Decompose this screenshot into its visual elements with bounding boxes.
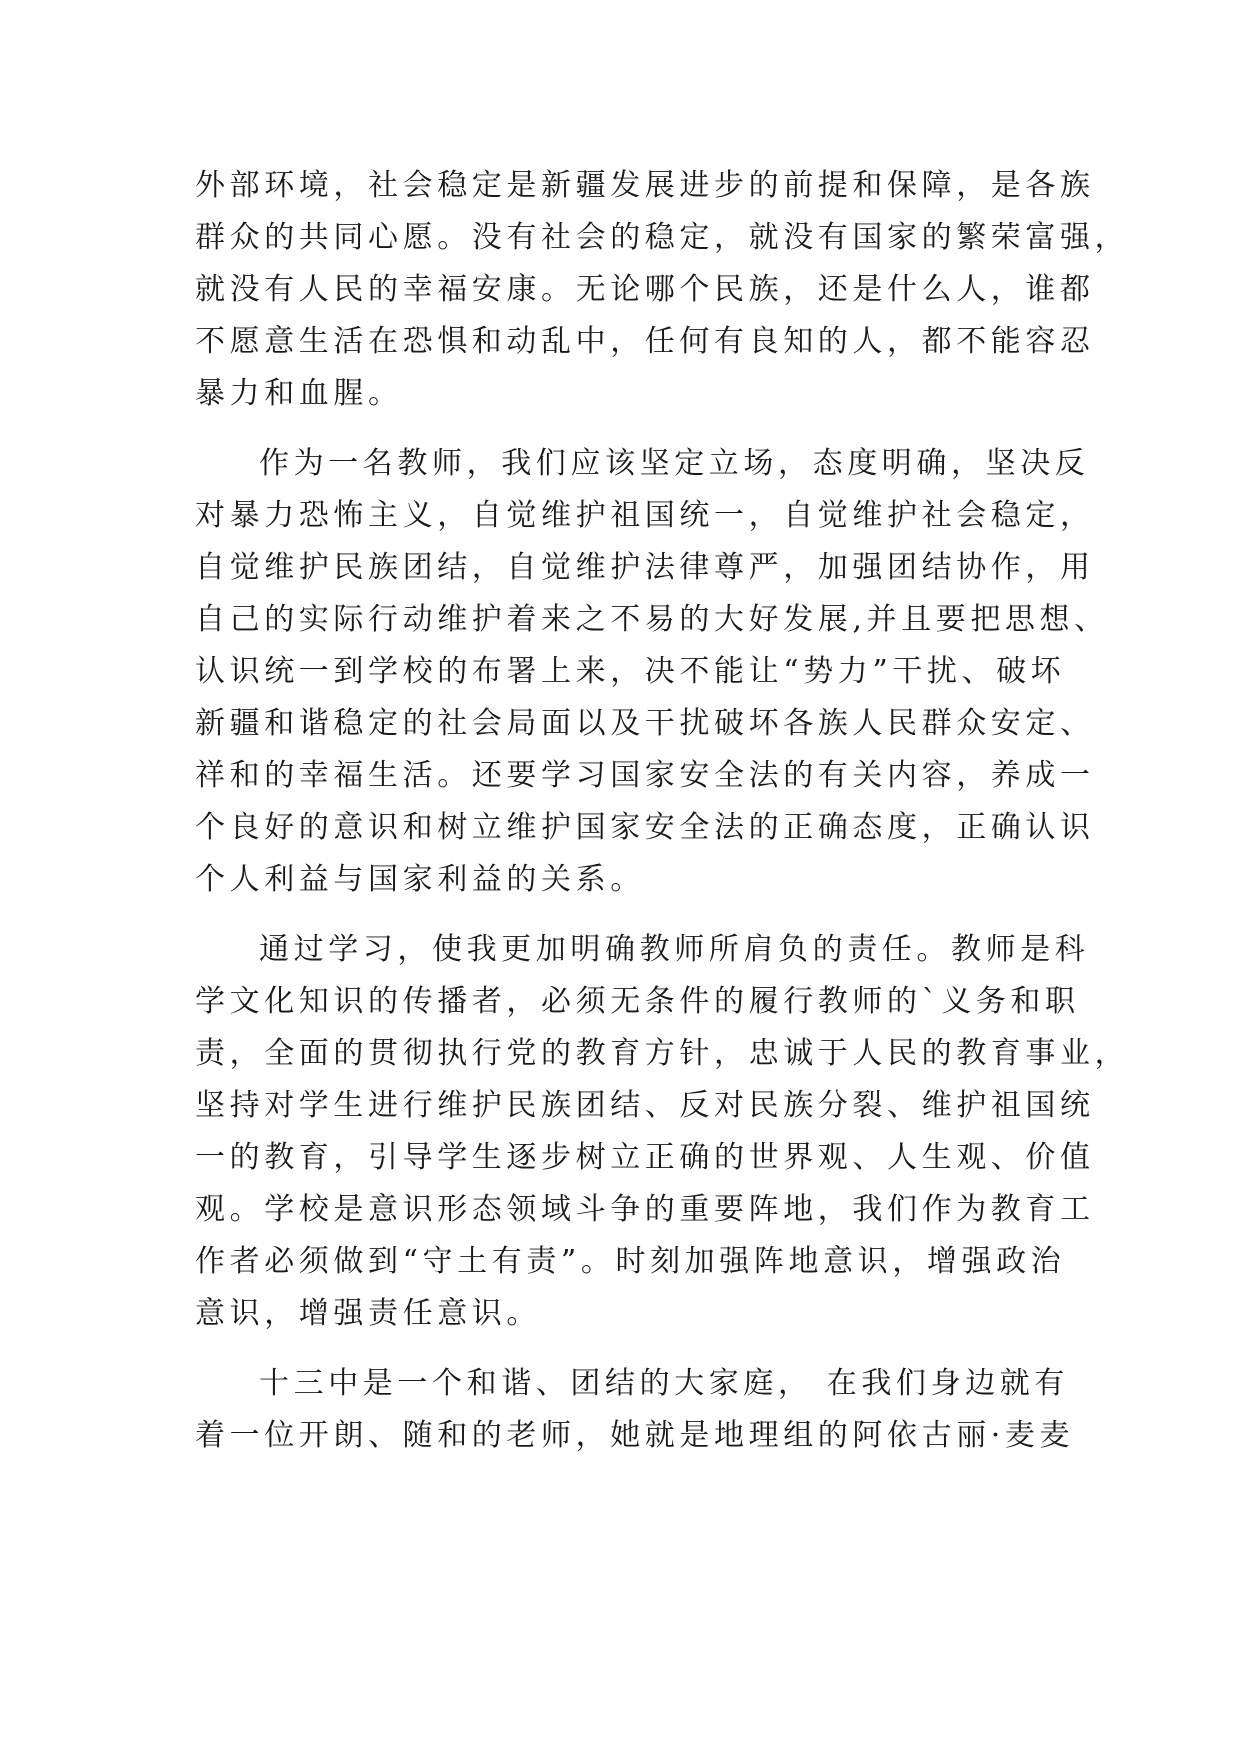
- text-line: 群众的共同心愿。没有社会的稳定，就没有国家的繁荣富强，: [195, 220, 1130, 255]
- text-line: 作为一名教师，我们应该坚定立场，态度明确，坚决反: [259, 446, 1090, 481]
- text-line: 就没有人民的幸福安康。无论哪个民族，还是什么人，谁都: [195, 272, 1095, 307]
- text-line: 着一位开朗、随和的老师，她就是地理组的阿依古丽·麦麦: [195, 1418, 1075, 1453]
- paragraph-2: [195, 438, 1109, 906]
- paragraph-4: [195, 1358, 1075, 1462]
- text-line: 观。学校是意识形态领域斗争的重要阵地，我们作为教育工: [195, 1192, 1095, 1227]
- text-line: 通过学习，使我更加明确教师所肩负的责任。教师是科: [259, 932, 1090, 967]
- text-line: 作者必须做到“守土有责”。时刻加强阵地意识，增强政治: [195, 1244, 1066, 1279]
- text-line: 自觉维护民族团结，自觉维护法律尊严，加强团结协作，用: [195, 550, 1095, 585]
- paragraph-3: [195, 924, 1130, 1340]
- text-line: 意识，增强责任意识。: [195, 1296, 541, 1331]
- text-line: 个良好的意识和树立维护国家安全法的正确态度，正确认识: [195, 810, 1095, 845]
- text-line: 不愿意生活在恐惧和动乱中，任何有良知的人，都不能容忍: [195, 324, 1095, 359]
- text-line: 外部环境，社会稳定是新疆发展进步的前提和保障，是各族: [195, 168, 1095, 203]
- text-line: 认识统一到学校的布署上来，决不能让“势力”干扰、破坏: [195, 654, 1066, 689]
- text-line: 十三中是一个和谐、团结的大家庭， 在我们身边就有: [259, 1366, 1069, 1401]
- text-line: 学文化知识的传播者，必须无条件的履行教师的`义务和职: [195, 984, 1080, 1019]
- text-line: 暴力和血腥。: [195, 376, 403, 411]
- text-line: 新疆和谐稳定的社会局面以及干扰破坏各族人民群众安定、: [195, 706, 1095, 741]
- text-line: 祥和的幸福生活。还要学习国家安全法的有关内容，养成一: [195, 758, 1095, 793]
- text-line: 一的教育，引导学生逐步树立正确的世界观、人生观、价值: [195, 1140, 1095, 1175]
- text-line: 坚持对学生进行维护民族团结、反对民族分裂、维护祖国统: [195, 1088, 1095, 1123]
- paragraph-1: [195, 160, 1130, 420]
- text-line: 自己的实际行动维护着来之不易的大好发展,并且要把思想、: [195, 602, 1109, 637]
- document-body: [195, 160, 1130, 1462]
- text-line: 对暴力恐怖主义，自觉维护祖国统一，自觉维护社会稳定，: [195, 498, 1095, 533]
- text-line: 个人利益与国家利益的关系。: [195, 862, 645, 897]
- text-line: 责，全面的贯彻执行党的教育方针，忠诚于人民的教育事业，: [195, 1036, 1130, 1071]
